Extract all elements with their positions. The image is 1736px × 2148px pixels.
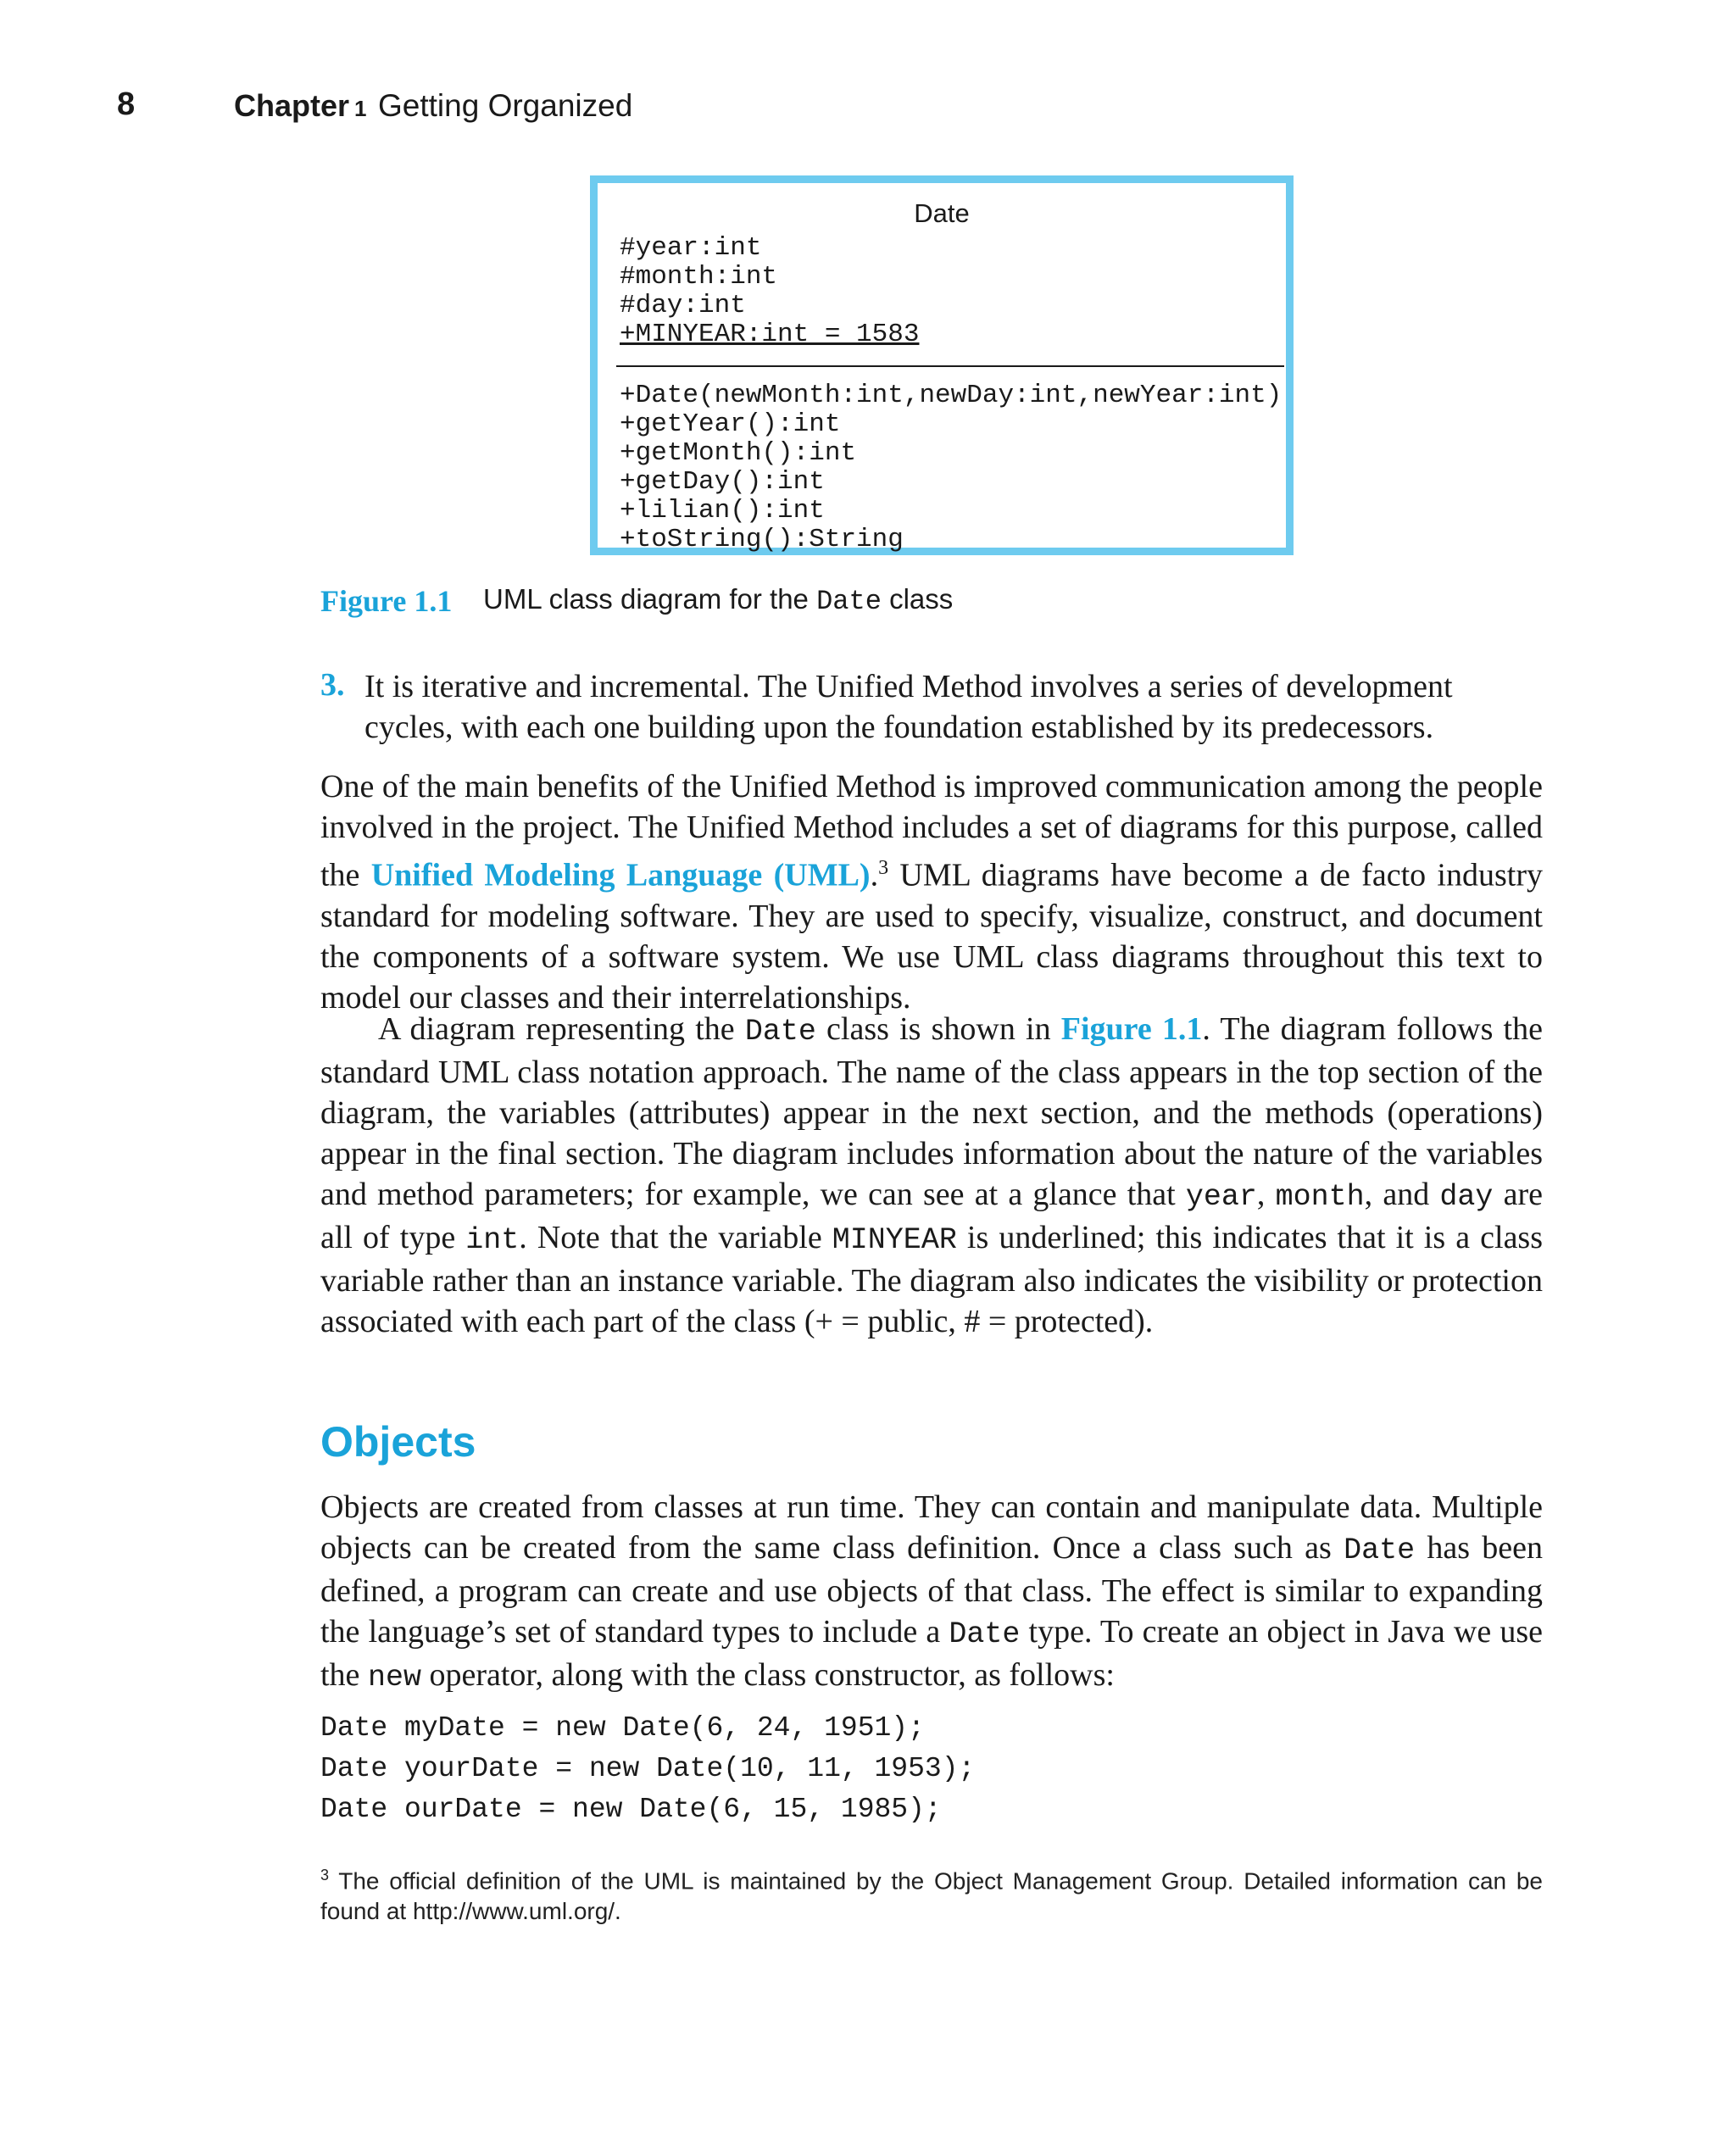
code-line: Date yourDate = new Date(10, 11, 1953);	[320, 1753, 976, 1784]
paragraph-text: ,	[1256, 1177, 1276, 1212]
inline-code: Date	[1344, 1533, 1416, 1567]
paragraph-objects	[320, 1487, 1543, 1698]
paragraph-text: has been defined, a program can create and use objects of that class. The effect is similar to expanding the language’s set of standard types to include a	[320, 1530, 1543, 1650]
uml-class-name: Date	[914, 198, 970, 228]
list-number: 3.	[320, 667, 345, 703]
paragraph-text: type. To create an object in Java we use the	[320, 1614, 1543, 1693]
code-line: Date myDate = new Date(6, 24, 1951);	[320, 1712, 925, 1744]
paragraph-text: . Note that the variable	[519, 1220, 832, 1255]
inline-code: Date	[744, 1015, 816, 1049]
caption-text: UML class diagram for the	[483, 583, 817, 615]
footnote-number: 3	[320, 1867, 330, 1884]
inline-code: year	[1185, 1180, 1257, 1214]
figure-caption	[483, 583, 953, 617]
footnote-text: The official definition of the UML is maintained by the Object Management Group. Detailed information can be found at http://www.uml.org/.	[320, 1867, 1543, 1925]
inline-code: new	[367, 1661, 421, 1694]
paragraph-diagram-description	[320, 1009, 1543, 1342]
paragraph-text: A diagram representing the	[378, 1011, 745, 1047]
uml-method: +getYear():int	[620, 409, 841, 439]
inline-code: month	[1275, 1180, 1365, 1214]
code-line: Date ourDate = new Date(6, 15, 1985);	[320, 1794, 942, 1825]
uml-method: +getMonth():int	[620, 438, 857, 468]
paragraph-text: . The diagram follows the standard UML class notation approach. The name of the class appears in the top section of the diagram, the variables (attributes) appear in the next section, and the methods (operations) appear in the final section. The diagram includes information about the nature of the variables and method parameters; for example, we can see at a glance that	[320, 1011, 1543, 1212]
uml-class-diagram	[590, 175, 1294, 555]
uml-method: +toString():String	[620, 525, 904, 554]
paragraph-uml-intro	[320, 766, 1543, 1018]
period: .	[870, 857, 879, 893]
caption-code: Date	[816, 586, 882, 617]
inline-code: day	[1439, 1180, 1494, 1214]
uml-attribute: #month:int	[620, 262, 778, 292]
chapter-label	[234, 88, 367, 124]
uml-method: +lilian():int	[620, 496, 825, 526]
paragraph-text: UML diagrams have become a de facto industry standard for modeling software. They are used to specify, visualize, construct, and document the components of a software system. We use UML class diagrams throughout this text to model our classes and their interrelationships.	[320, 857, 1543, 1016]
footnote-ref: 3	[878, 857, 889, 879]
uml-method: +Date(newMonth:int,newDay:int,newYear:int)	[620, 381, 1283, 410]
inline-code: int	[465, 1223, 520, 1257]
uml-term: Unified Modeling Language (UML)	[370, 857, 871, 893]
inline-code: MINYEAR	[832, 1223, 957, 1257]
section-heading: Objects	[320, 1418, 476, 1466]
uml-attribute: #day:int	[620, 291, 746, 320]
paragraph-text: Objects are created from classes at run time. They can contain and manipulate data. Multiple objects can be created from the same class definition. Once a class such as	[320, 1489, 1543, 1566]
paragraph-text: are all of type	[320, 1177, 1544, 1255]
uml-method: +getDay():int	[620, 467, 825, 497]
uml-attribute: #year:int	[620, 233, 762, 263]
chapter-word: Chapter	[234, 88, 350, 123]
figure-link[interactable]: Figure 1.1	[1060, 1011, 1203, 1047]
chapter-title: Getting Organized	[378, 88, 633, 123]
caption-text-end: class	[881, 583, 954, 615]
chapter-number: 1	[354, 96, 367, 121]
uml-attribute-static: +MINYEAR:int = 1583	[620, 320, 920, 349]
paragraph-text: operator, along with the class constructor, as follows:	[420, 1657, 1115, 1693]
footnote	[320, 1860, 1543, 1927]
paragraph-text: , and	[1364, 1177, 1440, 1212]
figure-label: Figure 1.1	[320, 584, 453, 618]
paragraph-text: class is shown in	[815, 1011, 1061, 1047]
paragraph-text: is underlined; this indicates that it is a class variable rather than an instance variable. The diagram also indicates the visibility or protection associated with each part of the class (+ = public, # = protected).	[320, 1220, 1544, 1339]
inline-code: Date	[949, 1617, 1021, 1651]
uml-divider	[616, 365, 1284, 367]
list-item-text: It is iterative and incremental. The Unified Method involves a series of development cycles, with each one building upon the foundation established by its predecessors.	[364, 669, 1453, 745]
page-number: 8	[117, 86, 136, 122]
paragraph-text: One of the main benefits of the Unified Method is improved communication among the people involved in the project. The Unified Method includes a set of diagrams for this purpose, called the	[320, 769, 1543, 893]
